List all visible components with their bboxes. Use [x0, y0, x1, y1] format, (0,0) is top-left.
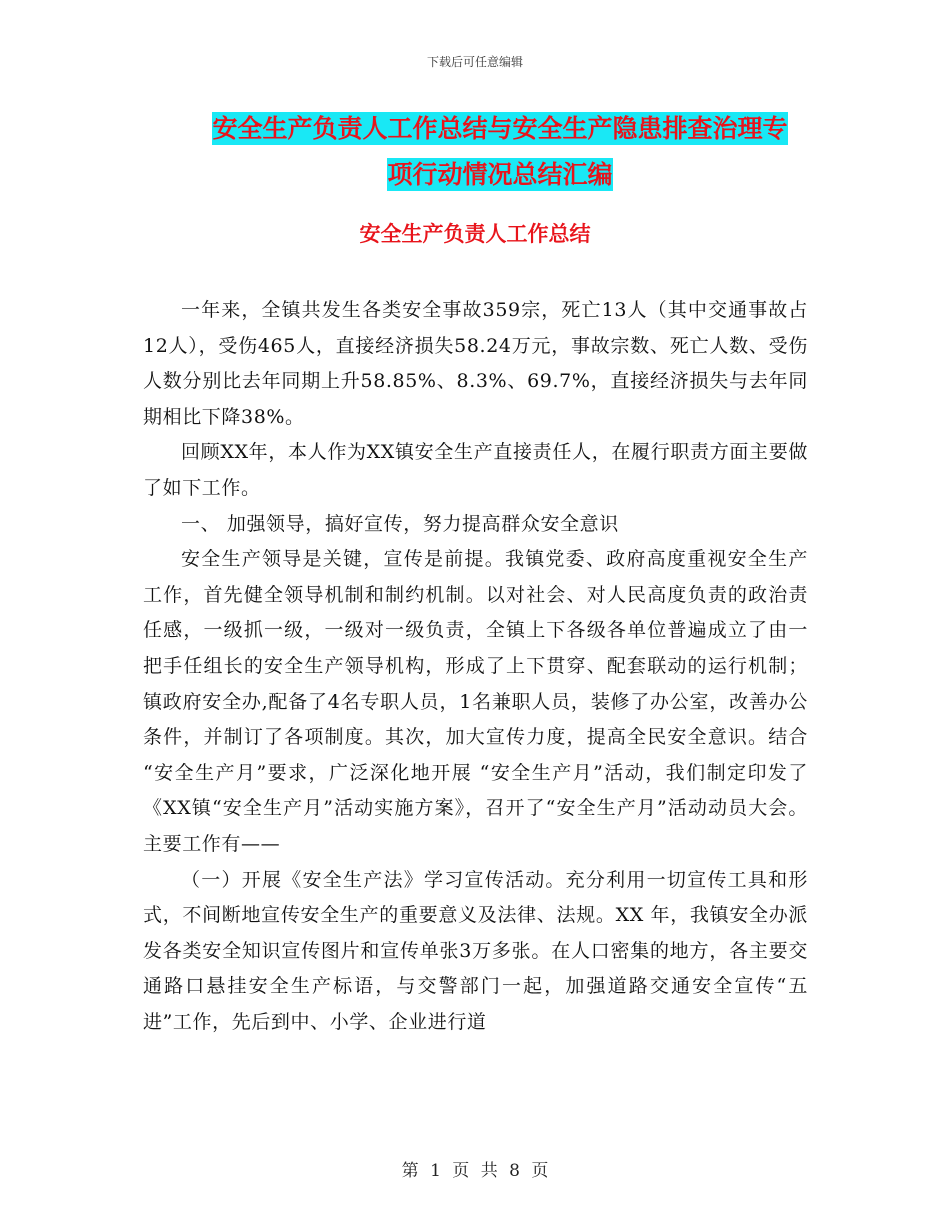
document-title: [170, 106, 830, 198]
body-text: [143, 293, 808, 1040]
page-footer: 第 1 页 共 8 页: [401, 1161, 549, 1181]
section-title: 安全生产负责人工作总结: [359, 221, 591, 246]
paragraph-heading-1: 一、 加强领导，搞好宣传，努力提高群众安全意识: [181, 512, 619, 535]
document-title-line-1: 安全生产负责人工作总结与安全生产隐患排查治理专: [212, 114, 788, 143]
page-header: 下载后可任意编辑: [426, 55, 523, 69]
paragraph-leadership: 安全生产领导是关键，宣传是前提。我镇党委、政府高度重视安全生产工作，首先健全领导机制和制约机制。以对社会、对人民高度负责的政治责任感，一级抓一级，一级对一级负责，全镇上下各级各单位普遍成立了由一把手任组长的安全生产领导机构，形成了上下贯穿、配套联动的运行机制；镇政府安全办,配备了4名专职人员，1名兼职人员，装修了办公室，改善办公条件，并制订了各项制度。其次，加大宣传力度，提高全民安全意识。结合 “安全生产月”要求，广泛深化地开展 “安全生产月”活动，我们制定印发了《XX镇“安全生产月”活动实施方案》，召开了“安全生产月”活动动员大会。主要工作有——: [143, 548, 808, 855]
document-title-line-2: 项行动情况总结汇编: [387, 160, 613, 189]
paragraph-summary: 一年来，全镇共发生各类安全事故359宗，死亡13人（其中交通事故占12人），受伤465人，直接经济损失58.24万元，事故宗数、死亡人数、受伤人数分别比去年同期上升58.85%、8.3%、69.7%，直接经济损失与去年同期相比下降38%。: [143, 299, 808, 428]
paragraph-law-campaign: （一）开展《安全生产法》学习宣传活动。充分利用一切宣传工具和形式，不间断地宣传安全生产的重要意义及法律、法规。XX 年，我镇安全办派发各类安全知识宣传图片和宣传单张3万多张。在人口密集的地方，各主要交通路口悬挂安全生产标语，与交警部门一起，加强道路交通安全宣传“五进”工作，先后到中、小学、企业进行道: [143, 868, 808, 1033]
paragraph-review: 回顾XX年，本人作为XX镇安全生产直接责任人，在履行职责方面主要做了如下工作。: [143, 441, 808, 499]
